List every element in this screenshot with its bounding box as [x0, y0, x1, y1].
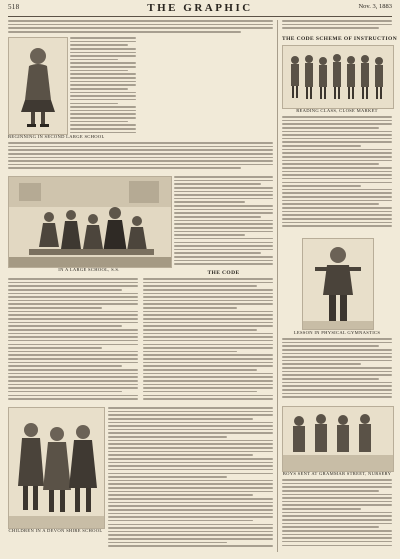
paper-title: THE GRAPHIC [147, 2, 253, 14]
caption-bottom-right: BOYS SENT AT GRAMMAR STREET, NURSERY [282, 471, 392, 476]
column-text-5 [143, 278, 273, 403]
right-intro-text [282, 20, 392, 34]
column-text-3 [174, 176, 273, 268]
issue-date: Nov. 3, 1883 [358, 3, 392, 10]
intro-text-block [8, 20, 273, 34]
children-group-illustration [8, 407, 105, 529]
caption-top-right: READING CLASS, CLOSE MARKET [296, 108, 378, 113]
children-reading-illustration [282, 45, 394, 109]
girl-figure-illustration [8, 37, 68, 135]
column-text-1 [70, 37, 136, 137]
caption-middle-right: LESSON IN PHYSICAL GYMNASTICS [293, 330, 381, 335]
right-column-text-2 [282, 338, 392, 402]
caption-middle-left: IN A LARGE SCHOOL, S.S. [58, 267, 120, 272]
column-text-4 [8, 278, 138, 403]
column-text-6 [108, 407, 273, 552]
column-divider [277, 20, 278, 552]
caption-top-left: BEGINNING IN SECOND LARGE SCHOOL [8, 134, 105, 139]
masthead [8, 3, 392, 15]
caption-bottom-left: CHILDREN IN A DEVON SHIRE SCHOOL [8, 528, 103, 533]
page-number: 518 [8, 3, 20, 11]
section-heading-code: THE CODE [207, 270, 240, 276]
boys-group-illustration [282, 406, 394, 472]
right-column-text-3 [282, 479, 392, 552]
right-column-text-1 [282, 116, 392, 234]
section-heading: THE CODE SCHEME OF INSTRUCTION [282, 36, 398, 42]
masthead-rule [8, 16, 392, 17]
column-text-2 [8, 142, 273, 172]
boy-figure-illustration [302, 238, 374, 330]
classroom-illustration [8, 176, 172, 268]
